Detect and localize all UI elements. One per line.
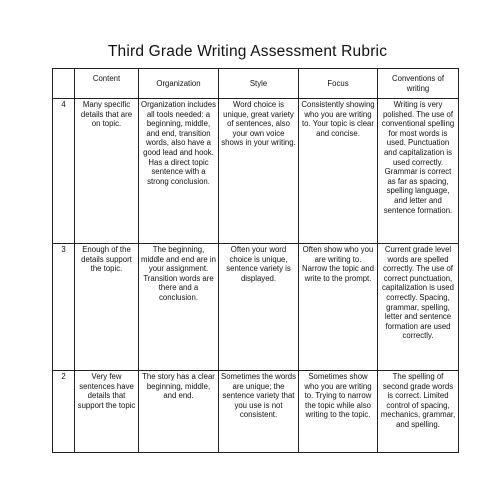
score-cell: 4	[53, 99, 75, 244]
header-conventions: Conventions of writing	[378, 69, 459, 99]
style-cell: Sometimes the words are unique; the sentence variety that you use is not consistent.	[219, 371, 299, 453]
header-style: Style	[219, 69, 299, 99]
content-cell: Enough of the details support the topic.	[75, 244, 139, 371]
content-cell: Many specific details that are on topic.	[75, 99, 139, 244]
header-content: Content	[75, 69, 139, 99]
header-focus: Focus	[299, 69, 378, 99]
style-cell: Word choice is unique, great variety of sentences, also your own voice shows in your writing.	[219, 99, 299, 244]
header-score	[53, 69, 75, 99]
content-cell: Very few sentences have details that support the topic	[75, 371, 139, 453]
table-row	[53, 244, 459, 371]
focus-cell: Sometimes show who you are writing to. Trying to narrow the topic while also writing to the topic.	[299, 371, 378, 453]
page-title: Third Grade Writing Assessment Rubric	[107, 43, 388, 60]
score-cell: 2	[53, 371, 75, 453]
conventions-cell: Current grade level words are spelled correctly. The use of correct punctuation, capitalization is used correctly. Spacing, grammar, spelling, letter and sentence formation are used correctly.	[378, 244, 459, 371]
focus-cell: Often show who you are writing to. Narrow the topic and write to the prompt.	[299, 244, 378, 371]
style-cell: Often your word choice is unique, sentence variety is displayed.	[219, 244, 299, 371]
table-row	[53, 371, 459, 453]
organization-cell: The beginning, middle and end are in your assignment. Transition words are there and a conclusion.	[139, 244, 219, 371]
conventions-cell: The spelling of second grade words is correct. Limited control of spacing, mechanics, grammar, and spelling.	[378, 371, 459, 453]
header-row	[53, 69, 459, 99]
organization-cell: The story has a clear beginning, middle, and end.	[139, 371, 219, 453]
header-organization: Organization	[139, 69, 219, 99]
focus-cell: Consistently showing who you are writing to. Your topic is clear and concise.	[299, 99, 378, 244]
rubric-table	[52, 68, 459, 453]
organization-cell: Organization includes all tools needed: a beginning, middle, and end, transition words, also have a good lead and hook. Has a direct topic sentence with a strong conclusion.	[139, 99, 219, 244]
score-cell: 3	[53, 244, 75, 371]
table-row	[53, 99, 459, 244]
conventions-cell: Writing is very polished. The use of conventional spelling for most words is used. Punctuation and capitalization is used correctly. Grammar is correct as far as spacing, spelling language, and letter and sentence formation.	[378, 99, 459, 244]
